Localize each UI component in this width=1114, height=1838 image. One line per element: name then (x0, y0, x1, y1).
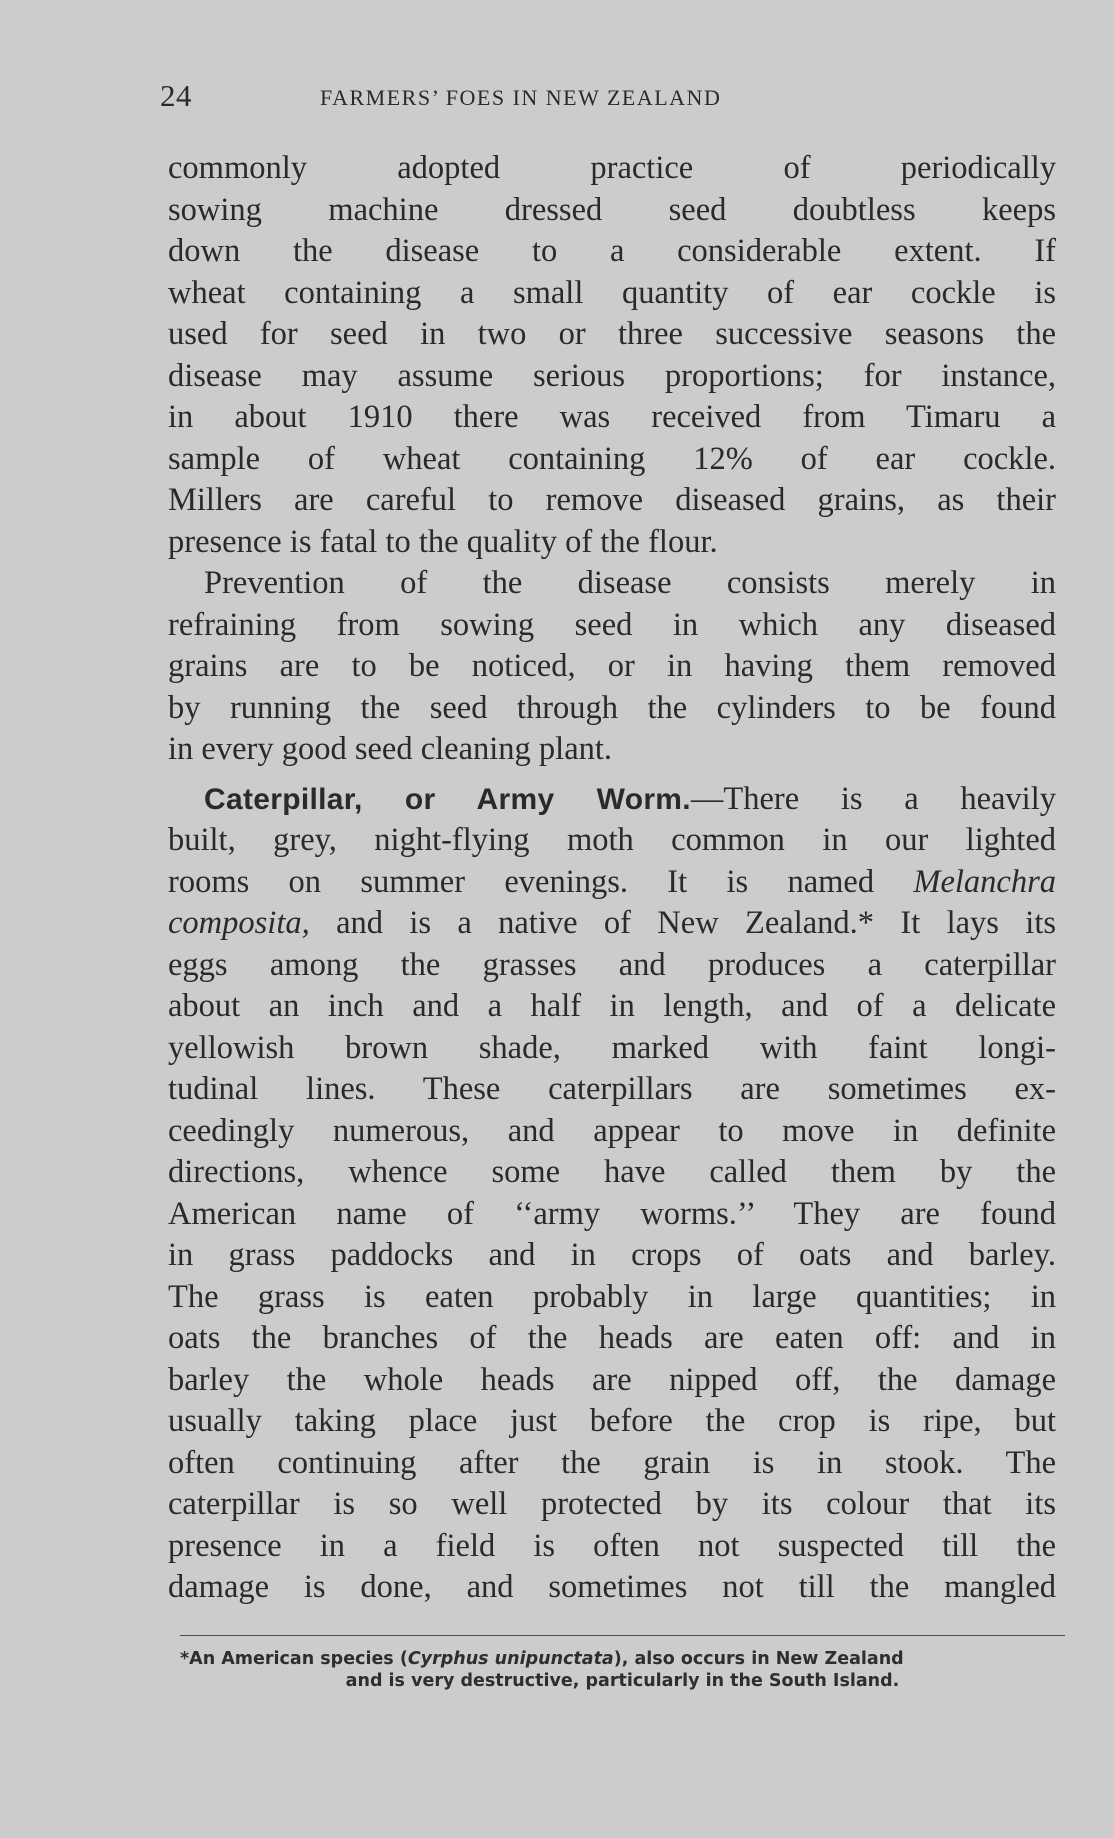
page-header (160, 78, 1060, 118)
text-line: Prevention of the disease consists merely in (204, 565, 1056, 601)
text-line: in about 1910 there was received from Timaru a (168, 399, 1056, 435)
page-number: 24 (160, 78, 192, 113)
text-line: damage is done, and sometimes not till the mangled (168, 1569, 1056, 1605)
text-line: Millers are careful to remove diseased grains, as their (168, 482, 1056, 518)
text-fragment: —There is a heavily (690, 780, 1056, 817)
footnote-species: Cyrphus unipunctata (407, 1649, 614, 1669)
footnote-line (180, 1648, 1065, 1670)
text-line (168, 862, 1056, 904)
text-line: wheat containing a small quantity of ear cockle is (168, 274, 1056, 311)
text-line: oats the branches of the heads are eaten off: and in (168, 1320, 1056, 1356)
text-line: caterpillar is so well protected by its colour that its (168, 1486, 1056, 1522)
text-fragment: rooms on summer evenings. It is named (168, 863, 914, 900)
text-line: about an inch and a half in length, and of a delicate (168, 988, 1056, 1024)
text-line: presence in a field is often not suspected till the (168, 1527, 1056, 1564)
text-line: presence is fatal to the quality of the flour. (168, 523, 718, 560)
text-line: yellowish brown shade, marked with faint longi- (168, 1029, 1056, 1066)
text-line: eggs among the grasses and produces a caterpillar (168, 946, 1056, 983)
text-line: down the disease to a considerable extent. If (168, 233, 1056, 269)
body-text (168, 148, 1056, 1609)
text-line: barley the whole heads are nipped off, the damage (168, 1361, 1056, 1398)
paragraph-ear-cockle (168, 148, 1056, 563)
section-heading: Caterpillar, or Army Worm. (204, 782, 691, 816)
text-line (168, 903, 1056, 945)
text-line: directions, whence some have called them by the (168, 1154, 1056, 1190)
running-head: FARMERS’ FOES IN NEW ZEALAND (320, 85, 722, 110)
text-line: disease may assume serious proportions; for instance, (168, 357, 1056, 394)
text-line: built, grey, night-flying moth common in our lighted (168, 822, 1056, 858)
text-line: used for seed in two or three successive seasons the (168, 316, 1056, 352)
paragraph-prevention (168, 563, 1056, 771)
text-line: The grass is eaten probably in large quantities; in (168, 1278, 1056, 1315)
text-line: commonly adopted practice of periodically (168, 150, 1056, 186)
text-line: tudinal lines. These caterpillars are sometimes ex- (168, 1071, 1056, 1107)
text-line: sample of wheat containing 12% of ear cockle. (168, 440, 1056, 477)
text-line: usually taking place just before the crop is ripe, but (168, 1403, 1056, 1439)
text-fragment: *An American species ( (180, 1649, 408, 1669)
text-line: ceedingly numerous, and appear to move in definite (168, 1112, 1056, 1149)
paragraph-spacer (168, 771, 1056, 779)
species-genus: Melanchra (913, 863, 1056, 900)
text-line: sowing machine dressed seed doubtless keeps (168, 191, 1056, 228)
text-line: grains are to be noticed, or in having them removed (168, 648, 1056, 684)
footnote-line: and is very destructive, particularly in the South Island. (345, 1671, 900, 1691)
text-line: in every good seed cleaning plant. (168, 731, 613, 767)
species-epithet: composita, (168, 905, 310, 941)
paragraph-army-worm (168, 779, 1056, 1609)
text-line: refraining from sowing seed in which any diseased (168, 606, 1056, 643)
text-fragment: ), also occurs in New Zealand (613, 1649, 904, 1669)
text-line (168, 779, 1056, 821)
text-fragment: and is a native of New Zealand.* It lays its (309, 905, 1056, 941)
text-line: by running the seed through the cylinders to be found (168, 689, 1056, 726)
footnote (180, 1648, 1065, 1692)
text-line: in grass paddocks and in crops of oats and barley. (168, 1237, 1056, 1273)
text-line: American name of ‘‘army worms.’’ They are found (168, 1195, 1056, 1232)
footnote-divider (180, 1635, 1065, 1636)
text-line: often continuing after the grain is in stook. The (168, 1444, 1056, 1481)
